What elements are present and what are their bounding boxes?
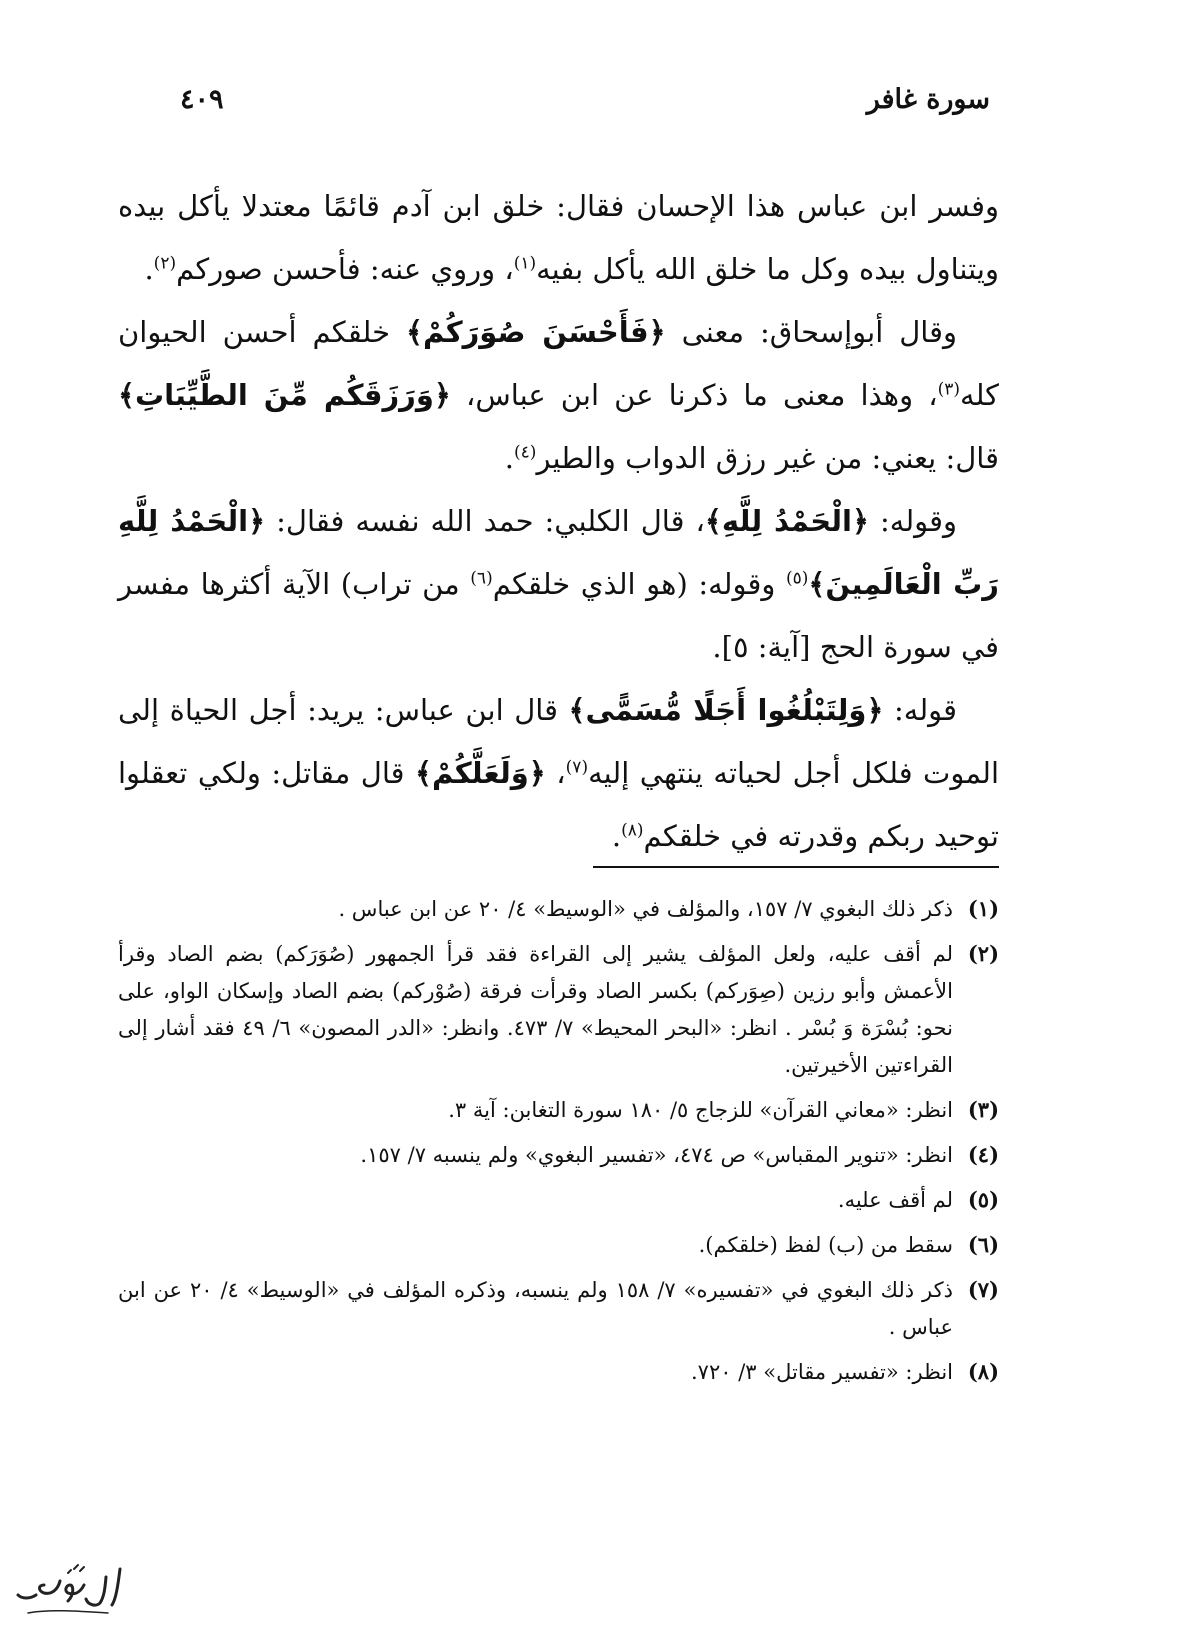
surah-title: سورة غافر <box>866 84 990 115</box>
footnote-number: (٦) <box>967 1232 999 1257</box>
text-run: وفسر ابن عباس هذا الإحسان فقال: خلق ابن آدم قائمًا معتدلا يأكل بيده <box>118 189 999 223</box>
text-run: من تراب) الآية أكثرها مفسر في سورة الحج [آية: ٥]. <box>118 567 999 664</box>
library-seal-logo <box>8 1555 128 1625</box>
text-run: وقال أبوإسحاق: معنى <box>681 315 957 349</box>
text-run: ، قال الكلبي: حمد الله نفسه فقال: <box>276 504 705 538</box>
footnote-text: ذكر ذلك البغوي في «تفسيره» ٧/ ١٥٨ ولم ينسبه، وذكره المؤلف في «الوسيط» ٤/ ٢٠ عن ابن عباس . <box>118 1278 953 1339</box>
footnote-ref-6[interactable]: (٦) <box>470 568 493 589</box>
paragraph-2 <box>118 301 999 490</box>
footnote-number: (٨) <box>967 1359 999 1384</box>
footnote-text: لم أقف عليه، ولعل المؤلف يشير إلى القراءة فقد قرأ الجمهور (صُوَرَكم) بضم الصاد وقرأ الأعمش وأبو رزين (صِوَركم) بكسر الصاد وقرأت فرقة (صُوْركم) بضم الصاد وإسكان الواو، على نحو: بُسْرَة وَ بُسْر . انظر: «البحر المحيط» ٧/ ٤٧٣. وانظر: «الدر المصون» ٦/ ٤٩ فقد أشار إلى القراءتين الأخيرتين. <box>118 942 953 1077</box>
footnote-ref-5[interactable]: (٥) <box>785 568 809 589</box>
footnote-ref-4[interactable]: (٤) <box>514 442 537 463</box>
paragraph-3 <box>118 490 999 679</box>
footnote <box>118 1181 999 1219</box>
quran-quote: ﴿الْحَمْدُ لِلَّهِ رَبِّ الْعَالَمِينَ﴾ <box>118 504 999 601</box>
footnote <box>118 935 999 1084</box>
seal-calligraphy <box>18 1565 120 1613</box>
text-run: . <box>504 441 515 475</box>
quran-quote: ﴿وَلَعَلَّكُمْ﴾ <box>415 756 546 790</box>
text-run: قوله: <box>894 693 958 727</box>
footnote-text: لم أقف عليه. <box>837 1188 953 1212</box>
text-run: ، وروي عنه: فأحسن صوركم <box>176 252 514 286</box>
footnote-ref-1[interactable]: (١) <box>513 253 537 274</box>
footnote-ref-7[interactable]: (٧) <box>565 757 589 778</box>
footnote-text: انظر: «تنوير المقباس» ص ٤٧٤، «تفسير البغوي» ولم ينسبه ٧/ ١٥٧. <box>360 1143 953 1167</box>
footnote-divider <box>593 866 999 868</box>
text-run: وقوله: <box>880 504 958 538</box>
footnote-number: (٤) <box>967 1142 999 1167</box>
footnote-text: سقط من (ب) لفظ (خلقكم). <box>698 1233 953 1257</box>
text-run: . <box>144 252 154 286</box>
footnote-number: (٢) <box>967 941 999 966</box>
text-run: ، <box>556 756 566 790</box>
footnote <box>118 1353 999 1391</box>
page-number: ٤٠٩ <box>180 84 224 115</box>
footnote-number: (١) <box>967 896 999 921</box>
footnotes <box>118 890 999 1398</box>
text-run: ، وهذا معنى ما ذكرنا عن ابن عباس، <box>466 378 938 412</box>
text-run: قال ابن عباس: يريد: أجل الحياة إلى الموت فلكل أجل لحياته ينتهي إليه <box>118 693 1000 790</box>
footnote-number: (٣) <box>967 1097 999 1122</box>
footnote <box>118 1226 999 1264</box>
quran-quote: ﴿وَرَزَقَكُم مِّنَ الطَّيِّبَاتِ﴾ <box>118 378 451 412</box>
footnote <box>118 1271 999 1346</box>
footnote-text: انظر: «تفسير مقاتل» ٣/ ٧٢٠. <box>690 1360 953 1384</box>
footnote <box>118 1136 999 1174</box>
footnote <box>118 1091 999 1129</box>
quran-quote: ﴿الْحَمْدُ لِلَّهِ﴾ <box>704 504 869 538</box>
text-run: . <box>611 819 622 853</box>
paragraph-1 <box>118 175 999 301</box>
text-run: قال مقاتل: ولكي تعقلوا توحيد ربكم وقدرته في خلقكم <box>118 756 999 853</box>
main-text <box>118 175 999 868</box>
footnote-ref-3[interactable]: (٣) <box>937 379 961 400</box>
text-run: وقوله: (هو الذي خلقكم <box>492 567 776 601</box>
quran-quote: ﴿فَأَحْسَنَ صُوَرَكُمْ﴾ <box>405 315 666 349</box>
text-run: قال: يعني: من غير رزق الدواب والطير <box>536 441 999 475</box>
footnote <box>118 890 999 928</box>
paragraph-4 <box>118 679 999 868</box>
footnote-text: انظر: «معاني القرآن» للزجاج ٥/ ١٨٠ سورة التغابن: آية ٣. <box>448 1098 953 1122</box>
footnote-ref-2[interactable]: (٢) <box>153 253 177 274</box>
quran-quote: ﴿وَلِتَبْلُغُوا أَجَلًا مُّسَمًّى﴾ <box>568 693 884 727</box>
text-run: ويتناول بيده وكل ما خلق الله يأكل بفيه <box>536 252 999 286</box>
footnote-number: (٥) <box>967 1187 999 1212</box>
running-header <box>180 84 990 124</box>
footnote-ref-8[interactable]: (٨) <box>621 820 644 841</box>
footnote-number: (٧) <box>967 1277 999 1302</box>
text-run: خلقكم أحسن الحيوان كله <box>118 315 999 412</box>
footnote-text: ذكر ذلك البغوي ٧/ ١٥٧، والمؤلف في «الوسيط» ٤/ ٢٠ عن ابن عباس . <box>338 897 953 921</box>
